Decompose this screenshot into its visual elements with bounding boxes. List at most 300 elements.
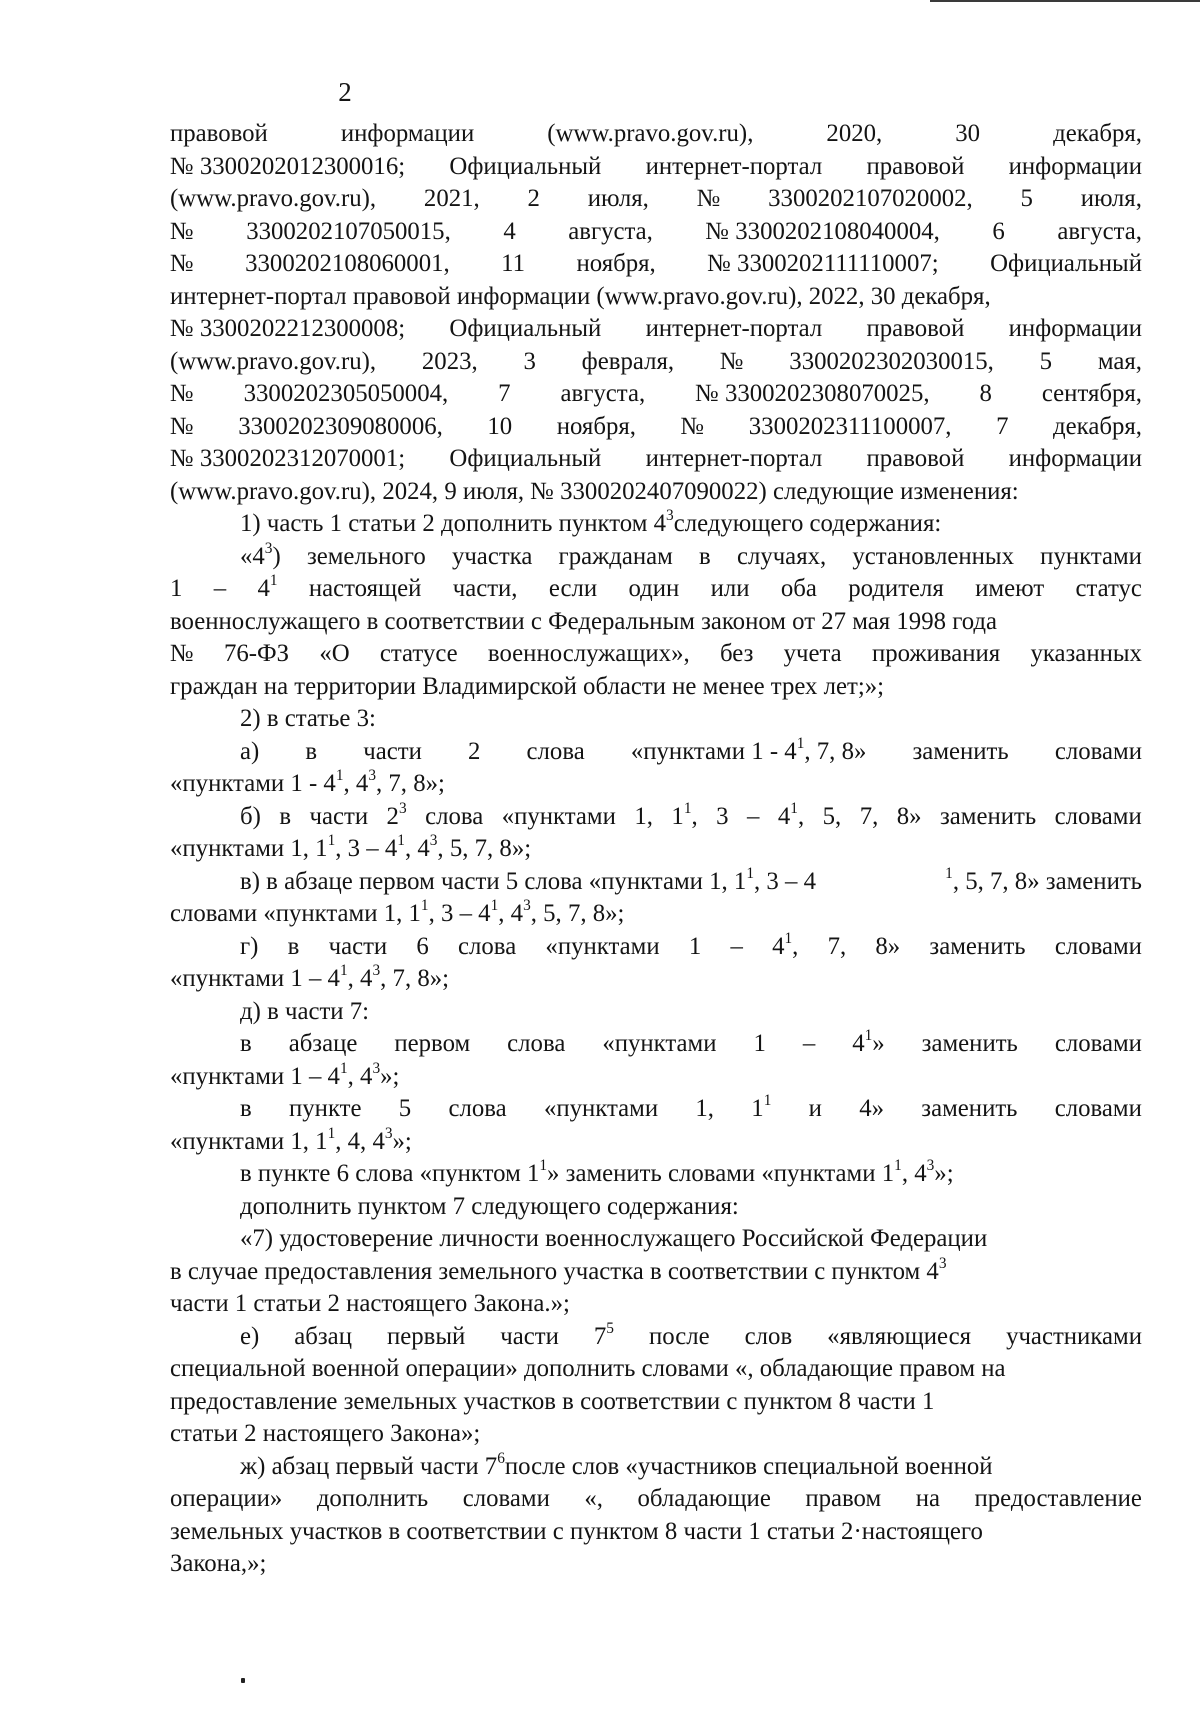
text-segment <box>289 1093 362 1126</box>
text-segment <box>170 898 491 931</box>
text-segment <box>170 1386 934 1419</box>
text-segment <box>170 443 405 476</box>
text-segment <box>859 1093 884 1126</box>
segment-text: части <box>328 932 388 960</box>
superscript: 1 <box>335 767 344 785</box>
text-segment <box>341 118 474 151</box>
text-segment <box>628 573 679 606</box>
segment-text: 3300202302030015, <box>789 347 994 375</box>
text-segment <box>805 1483 881 1516</box>
segment-text-after: , 4 <box>901 1160 927 1187</box>
segment-text: № 3300202212300008; <box>170 315 406 342</box>
text-segment <box>170 1256 947 1289</box>
text-segment <box>399 1093 411 1126</box>
segment-text: оба <box>780 575 817 602</box>
text-segment <box>602 1028 716 1061</box>
text-segment <box>240 1223 987 1256</box>
text-segment <box>449 313 601 346</box>
segment-text: 8 <box>979 380 992 407</box>
text-segment <box>240 1191 739 1224</box>
text-segment <box>430 833 531 866</box>
text-segment <box>720 346 744 379</box>
segment-text: августа, <box>568 217 653 245</box>
text-segment <box>852 1028 885 1061</box>
text-segment <box>368 768 445 801</box>
text-segment <box>170 378 194 411</box>
text-segment <box>695 1093 714 1126</box>
segment-text: № <box>170 250 194 277</box>
segment-text: 76-ФЗ <box>223 640 290 667</box>
text-segment <box>922 1028 1018 1061</box>
segment-text: интернет-портал правовой информации (www.pravo.gov.ru), 2022, 30 декабря, <box>170 282 991 310</box>
segment-text: «пунктами 1 - 4 <box>170 770 336 797</box>
superscript: 1 <box>945 864 953 882</box>
segment-text: № <box>719 347 744 375</box>
text-segment <box>1055 801 1142 834</box>
segment-text: интернет-портал <box>645 445 823 472</box>
segment-text: 1, <box>695 1095 714 1122</box>
segment-text: «пунктами 1 – 4 <box>170 965 340 992</box>
text-segment <box>1040 541 1142 574</box>
segment-text: военнослужащих», <box>487 640 690 667</box>
segment-text: гражданам <box>558 542 673 570</box>
text-segment <box>170 768 368 801</box>
segment-text: один <box>628 575 680 602</box>
text-line <box>170 1353 1142 1386</box>
text-line <box>170 476 1142 509</box>
segment-text: предоставление <box>974 1485 1142 1512</box>
text-line <box>240 736 1142 769</box>
text-segment <box>1053 411 1142 444</box>
text-segment <box>707 248 938 281</box>
segment-text: дополнить пунктом 7 следующего содержания: <box>240 1192 739 1220</box>
text-segment <box>240 801 261 834</box>
segment-text: установленных <box>852 542 1014 570</box>
segment-text-after: , 3 – 4 <box>428 900 491 927</box>
text-segment <box>992 216 1004 249</box>
segment-text: (www.pravo.gov.ru), <box>170 347 377 375</box>
segment-text: граждан на территории Владимирской области не менее трех лет;»; <box>170 672 885 700</box>
text-segment <box>503 216 515 249</box>
segment-text: Официальный <box>449 152 602 180</box>
text-segment <box>778 801 804 834</box>
text-line <box>170 183 1142 216</box>
segment-text-after: , 4 <box>347 1062 373 1090</box>
text-segment <box>240 1093 252 1126</box>
text-segment <box>425 801 483 834</box>
text-segment <box>894 1158 926 1191</box>
segment-text: части, <box>452 575 518 602</box>
segment-text-after: »; <box>934 1160 954 1187</box>
text-segment <box>1021 183 1033 216</box>
text-segment <box>528 183 540 216</box>
segment-text: 8» <box>896 802 922 830</box>
text-line <box>170 443 1142 476</box>
segment-text: случаях, <box>736 542 827 570</box>
segment-text: 2) в статье 3: <box>240 705 376 732</box>
segment-text: сентября, <box>1041 380 1142 407</box>
segment-text: первом <box>394 1030 471 1057</box>
text-segment <box>789 346 994 379</box>
text-segment <box>170 313 405 346</box>
segment-text-after: , 4 <box>498 900 524 927</box>
segment-text: 1 <box>170 575 183 602</box>
text-segment <box>523 346 535 379</box>
text-segment <box>827 1321 971 1354</box>
segment-text-after: , 4 <box>404 835 430 862</box>
text-segment <box>170 606 997 639</box>
segment-text: 3300202107020002, <box>768 185 973 212</box>
segment-text: специальной военной операции» дополнить словами «, обладающие правом на <box>170 1355 1006 1382</box>
text-segment <box>372 963 449 996</box>
text-segment <box>240 866 816 899</box>
text-segment <box>1009 443 1142 476</box>
segment-text: 4 <box>257 575 270 602</box>
text-segment <box>523 898 624 931</box>
superscript: 3 <box>398 799 407 817</box>
segment-text: – <box>730 932 743 960</box>
text-segment <box>397 833 429 866</box>
text-segment <box>803 1028 815 1061</box>
text-line <box>240 1321 1142 1354</box>
text-segment <box>751 1093 771 1126</box>
segment-text: 1, <box>634 802 653 830</box>
segment-text: интернет-портал <box>645 315 823 342</box>
text-line <box>240 1451 1142 1484</box>
segment-text-after: , 7, 8»; <box>380 965 450 992</box>
text-segment <box>416 931 428 964</box>
text-segment <box>170 281 991 314</box>
segment-text-after: , 7, 8» <box>804 737 867 765</box>
segment-text: статусе <box>379 640 458 667</box>
text-segment <box>170 476 1019 509</box>
text-segment <box>507 1028 565 1061</box>
segment-text: июля, <box>587 185 649 212</box>
segment-text: февраля, <box>581 347 675 375</box>
text-segment <box>214 573 226 606</box>
text-segment <box>240 1158 894 1191</box>
segment-text: слова <box>448 1095 507 1122</box>
text-segment <box>929 931 1025 964</box>
superscript: 3 <box>938 1254 947 1272</box>
segment-text-after: »; <box>380 1062 400 1090</box>
text-segment <box>828 931 847 964</box>
page-number: 2 <box>338 77 352 107</box>
text-segment <box>753 1028 765 1061</box>
text-line <box>170 1386 1142 1419</box>
segment-text: операции» <box>170 1485 283 1512</box>
superscript: 1 <box>864 1027 873 1045</box>
segment-text: 7, <box>859 802 879 830</box>
text-segment <box>387 1321 465 1354</box>
scan-speck <box>241 1678 245 1683</box>
text-line <box>240 1028 1142 1061</box>
segment-text: словами <box>1054 802 1142 830</box>
text-line <box>170 1483 1142 1516</box>
text-segment <box>557 411 636 444</box>
segment-text: 5 <box>398 1095 412 1122</box>
segment-text: декабря, <box>1053 120 1142 147</box>
segment-text: словами <box>1054 737 1142 765</box>
segment-text: Официальный <box>449 315 602 342</box>
text-line <box>240 931 1142 964</box>
segment-text: ж) абзац первый части 7 <box>240 1452 498 1480</box>
text-segment <box>170 248 194 281</box>
text-line <box>170 573 1142 606</box>
segment-text: 4» <box>859 1095 885 1122</box>
text-segment <box>1098 346 1142 379</box>
segment-text: участка <box>451 542 533 570</box>
segment-text: словами <box>1054 1030 1142 1057</box>
text-line <box>170 313 1142 346</box>
text-segment <box>1081 183 1142 216</box>
superscript: 1 <box>327 1124 336 1142</box>
segment-text: статус <box>1075 575 1142 602</box>
segment-text: 7 <box>593 1322 607 1350</box>
text-segment <box>449 151 601 184</box>
segment-text: слова <box>458 932 517 960</box>
text-segment <box>689 931 701 964</box>
text-segment <box>1055 931 1142 964</box>
segment-text: в <box>699 542 711 570</box>
text-segment <box>329 931 388 964</box>
segment-text: правом <box>805 1485 882 1512</box>
text-segment <box>170 833 397 866</box>
superscript: 1 <box>339 962 348 980</box>
text-segment <box>705 216 939 249</box>
segment-text-after: , 5, 7, 8»; <box>437 835 532 862</box>
segment-text: 1 <box>751 1095 764 1122</box>
text-segment <box>240 1321 259 1354</box>
segment-text-after: , 4 <box>343 770 369 797</box>
text-segment <box>697 183 721 216</box>
superscript: 3 <box>264 539 273 557</box>
text-segment <box>458 931 516 964</box>
text-segment <box>240 931 258 964</box>
text-segment <box>170 151 405 184</box>
segment-text: земельного <box>306 542 426 570</box>
segment-text: «7) удостоверение личности военнослужащего Российской Федерации <box>240 1225 988 1252</box>
text-segment <box>240 508 941 541</box>
segment-text: «пунктами 1, 1 <box>170 835 328 862</box>
segment-text: 10 <box>487 412 513 440</box>
text-segment <box>584 1483 603 1516</box>
text-segment <box>1006 1321 1142 1354</box>
text-line <box>240 1223 1142 1256</box>
segment-text: ноября, <box>576 250 656 277</box>
text-line <box>170 118 1142 151</box>
text-line <box>240 866 1142 899</box>
segment-text: 1 <box>688 932 702 960</box>
text-segment <box>921 1093 1017 1126</box>
text-segment <box>927 1158 954 1191</box>
text-segment <box>372 1061 399 1094</box>
text-segment <box>1042 378 1142 411</box>
segment-text: земельных участков в соответствии с пунктом 8 части 1 статьи 2·настоящего <box>170 1517 983 1545</box>
segment-text: 7 <box>996 412 1009 440</box>
superscript: 1 <box>894 1157 902 1175</box>
text-segment <box>527 736 585 769</box>
text-segment <box>394 1028 470 1061</box>
segment-text: 5, <box>822 802 842 830</box>
segment-text: № 3300202108040004, <box>705 217 940 245</box>
segment-text: правовой <box>170 120 268 147</box>
text-segment <box>646 313 823 346</box>
segment-text: – <box>802 1030 816 1057</box>
superscript: 1 <box>763 1092 772 1110</box>
text-line <box>240 1093 1142 1126</box>
text-line <box>170 248 1142 281</box>
text-line <box>240 996 1142 1029</box>
superscript: 1 <box>397 832 405 850</box>
segment-text: правовой <box>866 315 965 342</box>
text-segment <box>699 541 711 574</box>
segment-text: № <box>170 640 194 667</box>
segment-text: (www.pravo.gov.ru), <box>170 185 377 212</box>
segment-text: если <box>548 575 598 602</box>
text-segment <box>244 378 449 411</box>
document-body <box>170 118 1142 1581</box>
text-segment <box>852 541 1014 574</box>
text-line <box>170 1548 1142 1581</box>
text-segment <box>916 1483 940 1516</box>
segment-text: д) в части 7: <box>240 997 370 1025</box>
text-segment <box>730 931 742 964</box>
text-segment <box>588 183 649 216</box>
text-line <box>240 703 1142 736</box>
segment-text: 7 <box>498 380 511 407</box>
text-segment <box>867 313 965 346</box>
text-segment <box>170 118 268 151</box>
segment-text: после <box>648 1322 710 1350</box>
segment-text: ноября, <box>556 412 636 440</box>
superscript: 1 <box>790 799 798 817</box>
segment-text: Закона,»; <box>170 1550 267 1577</box>
text-segment <box>577 248 656 281</box>
segment-text: абзаце <box>288 1030 358 1057</box>
segment-text: информации <box>340 120 475 147</box>
segment-text-after: следующего содержания: <box>673 510 942 537</box>
segment-text: в <box>305 737 318 765</box>
segment-text: военнослужащего в соответствии с Федеральным законом от 27 мая 1998 года <box>170 607 998 635</box>
text-segment <box>823 801 842 834</box>
text-segment <box>170 183 376 216</box>
segment-text: 1) часть 1 статьи 2 дополнить пунктом 4 <box>240 510 667 537</box>
text-segment <box>872 638 1000 671</box>
text-line <box>170 151 1142 184</box>
segment-text: № <box>170 412 194 440</box>
segment-text-after: после слов «участников специальной военной <box>504 1452 993 1480</box>
segment-text: 8» <box>875 932 901 960</box>
segment-text: пункте <box>289 1095 362 1122</box>
segment-text: информации <box>1008 445 1142 472</box>
text-segment <box>463 1483 550 1516</box>
text-segment <box>170 411 194 444</box>
text-segment <box>491 898 523 931</box>
segment-text: информации <box>1008 152 1142 180</box>
segment-text: августа, <box>1057 217 1142 245</box>
segment-text: интернет-портал <box>645 152 823 180</box>
segment-text: словами «пунктами 1, 1 <box>170 900 421 927</box>
segment-text: 2 <box>468 737 481 765</box>
segment-text: 3300202107050015, <box>246 217 451 245</box>
text-segment <box>422 346 478 379</box>
text-segment <box>1076 573 1142 606</box>
text-segment <box>309 573 422 606</box>
segment-text: заменить <box>912 737 1009 765</box>
text-segment <box>561 378 646 411</box>
text-segment <box>1055 1028 1142 1061</box>
text-segment <box>681 411 705 444</box>
text-segment <box>170 1353 1006 1386</box>
segment-text-after: , 3 – 4 <box>754 867 817 895</box>
text-line <box>170 1418 1142 1451</box>
text-segment <box>867 151 965 184</box>
segment-text: словами <box>1054 1095 1142 1122</box>
segment-text: 3300202311100007, <box>748 412 952 440</box>
segment-text: указанных <box>1030 640 1142 667</box>
segment-text: в <box>287 932 300 960</box>
text-segment <box>387 801 407 834</box>
segment-text: г) <box>240 932 259 960</box>
text-line <box>240 1191 1142 1224</box>
superscript: 3 <box>523 897 531 915</box>
text-line <box>170 638 1142 671</box>
segment-text: «пунктами <box>602 1030 717 1057</box>
segment-text-after: » заменить словами «пунктами 1 <box>547 1160 895 1187</box>
text-line <box>240 508 1142 541</box>
text-segment <box>1030 638 1141 671</box>
segment-text: информации <box>1008 315 1142 342</box>
text-segment <box>975 573 1044 606</box>
segment-text: 4 <box>777 802 791 830</box>
text-segment <box>170 1483 282 1516</box>
segment-text: имеют <box>975 575 1045 602</box>
superscript: 3 <box>368 767 376 785</box>
segment-text: Официальный <box>449 445 602 472</box>
text-line <box>170 411 1142 444</box>
segment-text: 4 <box>852 1030 865 1057</box>
text-segment <box>1057 216 1142 249</box>
text-segment <box>170 1516 983 1549</box>
text-segment <box>170 1548 266 1581</box>
segment-text: абзац <box>294 1322 352 1350</box>
segment-text: 6 <box>416 932 429 960</box>
superscript: 3 <box>372 962 381 980</box>
segment-text: части <box>363 737 422 765</box>
segment-text: «пунктами <box>501 802 616 830</box>
segment-text: первый <box>386 1322 466 1350</box>
segment-text: заменить <box>921 1095 1018 1122</box>
segment-text: в <box>279 802 292 830</box>
text-segment <box>245 248 450 281</box>
superscript: 1 <box>339 1059 348 1077</box>
text-segment <box>500 1321 559 1354</box>
text-segment <box>547 118 753 151</box>
text-line <box>170 281 1142 314</box>
segment-text: № <box>696 185 721 212</box>
text-segment <box>498 378 510 411</box>
segment-text-after: , 5, 7, 8» заменить <box>952 867 1142 895</box>
text-segment <box>363 736 422 769</box>
text-segment <box>913 736 1009 769</box>
text-segment <box>768 183 973 216</box>
segment-text-after: ) <box>272 542 281 570</box>
segment-text: мая, <box>1097 347 1142 375</box>
text-segment <box>875 931 900 964</box>
segment-text: 4 <box>772 932 785 960</box>
text-segment <box>781 573 817 606</box>
